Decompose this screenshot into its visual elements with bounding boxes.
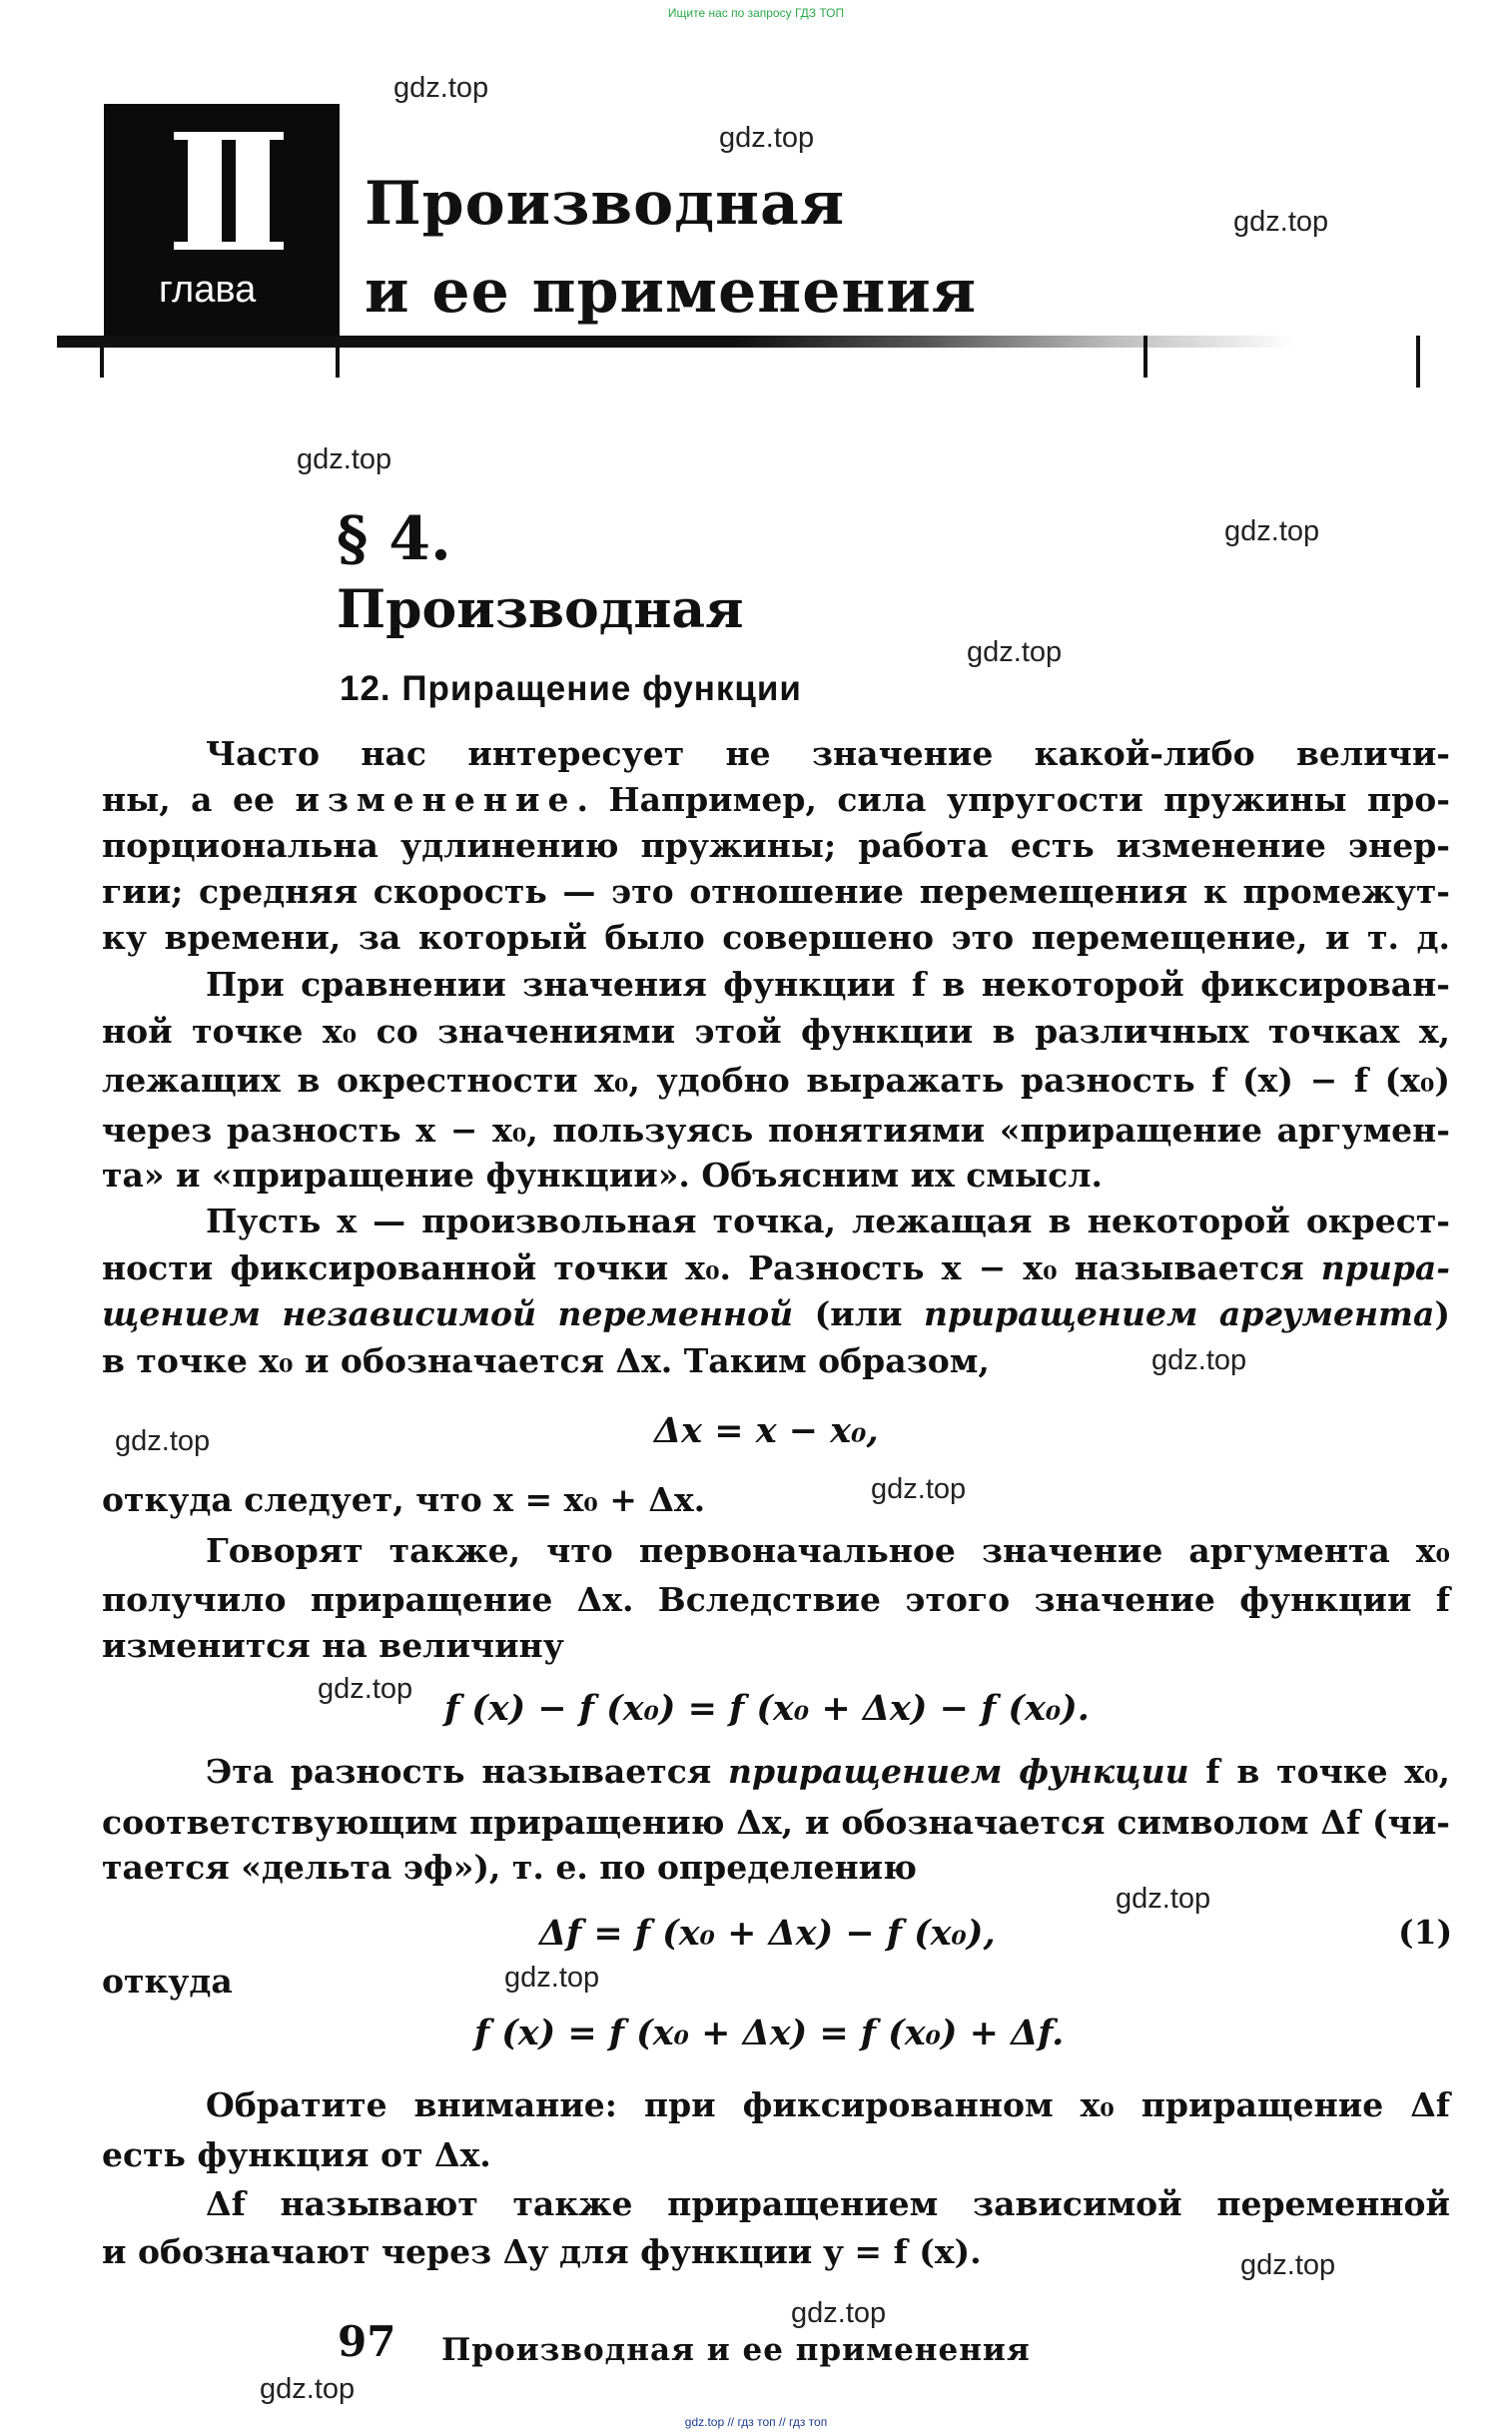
watermark: gdz.top (967, 636, 1063, 668)
rule-tick (336, 336, 340, 378)
chapter-rule (57, 336, 1295, 348)
watermark: gdz.top (1240, 2249, 1336, 2281)
chapter-label: глава (159, 269, 257, 311)
rule-tick (1416, 336, 1420, 388)
text-line: есть функция от Δx. (102, 2135, 491, 2174)
watermark: gdz.top (393, 72, 489, 104)
text-line: Эта разность называется приращением функции f в точке x₀, (206, 1752, 1451, 1791)
text-line: в точке x₀ и обозначается Δx. Таким образом, (102, 1341, 990, 1380)
text-line: откуда (102, 1962, 233, 2001)
text-line: ны, а ее изменение. Например, сила упругости пружины про- (102, 780, 1450, 819)
text-line: лежащих в окрестности x₀, удобно выражать разность f (x) − f (x₀) (102, 1061, 1450, 1100)
text-line: та» и «приращение функции». Объясним их смысл. (102, 1156, 1103, 1195)
search-hint: Ищите нас по запросу ГДЗ ТОП (667, 6, 845, 20)
watermark: gdz.top (260, 2373, 356, 2405)
formula-f-of-x: f (x) = f (x₀ + Δx) = f (x₀) + Δf. (474, 2013, 1065, 2053)
chapter-title-line-2: и ее применения (365, 257, 978, 327)
watermark: gdz.top (115, 1425, 211, 1457)
formula-delta-f: Δf = f (x₀ + Δx) − f (x₀), (539, 1913, 996, 1954)
chapter-badge (104, 104, 340, 339)
text-line: Δf называют также приращением зависимой переменной (206, 2184, 1450, 2223)
watermark: gdz.top (1151, 1344, 1247, 1376)
text-line: соответствующим приращению Δx, и обозначается символом Δf (чи- (102, 1803, 1450, 1842)
watermark: gdz.top (318, 1673, 413, 1705)
watermark: gdz.top (719, 122, 815, 154)
text-line: Часто нас интересует не значение какой-либо величи- (206, 734, 1450, 773)
text-line: и обозначают через Δy для функции y = f (x). (102, 2232, 982, 2271)
text-line: порциональна удлинению пружины; работа есть изменение энер- (102, 826, 1450, 865)
rule-tick (100, 336, 104, 378)
watermark: gdz.top (1233, 206, 1329, 238)
formula-increment: f (x) − f (x₀) = f (x₀ + Δx) − f (x₀). (444, 1688, 1090, 1729)
chapter-title (365, 160, 977, 336)
chapter-title-line-1: Производная (365, 169, 846, 239)
watermark: gdz.top (1116, 1883, 1211, 1915)
text-line: Пусть x — произвольная точка, лежащая в некоторой окрест- (206, 1202, 1450, 1240)
formula-delta-x: Δx = x − x₀, (654, 1410, 879, 1451)
text-line: получило приращение Δx. Вследствие этого значение функции f (102, 1580, 1450, 1619)
text-line: через разность x − x₀, пользуясь понятиями «приращение аргумен- (102, 1111, 1450, 1150)
running-head: Производная и ее применения (441, 2332, 1031, 2368)
text-line: ку времени, за который было совершено это перемещение, и т. д. (102, 918, 1450, 957)
footer-links: gdz.top // гдз топ // гдз топ (684, 2415, 828, 2429)
text-line: При сравнении значения функции f в некоторой фиксирован- (206, 965, 1450, 1004)
text-line: ности фиксированной точки x₀. Разность x − x₀ называется прира- (102, 1248, 1450, 1287)
subsection-title: 12. Приращение функции (340, 669, 802, 708)
section-title: Производная (337, 579, 744, 640)
text-line: Говорят также, что первоначальное значение аргумента x₀ (206, 1531, 1450, 1570)
text-line: тается «дельта эф»), т. е. по определению (102, 1848, 917, 1887)
watermark: gdz.top (297, 443, 392, 475)
watermark: gdz.top (791, 2297, 887, 2329)
page-number: 97 (338, 2317, 396, 2366)
text-line: щением независимой переменной (или приращением аргумента) (102, 1294, 1450, 1333)
text-line: откуда следует, что x = x₀ + Δx. (102, 1480, 706, 1519)
chapter-roman-numeral (174, 132, 284, 252)
text-line: Обратите внимание: при фиксированном x₀ приращение Δf (206, 2085, 1450, 2124)
text-line: ной точке x₀ со значениями этой функции в различных точках x, (102, 1012, 1450, 1051)
watermark: gdz.top (871, 1473, 967, 1505)
watermark: gdz.top (504, 1962, 600, 1994)
rule-tick (1143, 336, 1147, 378)
equation-number: (1) (1398, 1913, 1453, 1952)
text-line: гии; средняя скорость — это отношение перемещения к промежут- (102, 872, 1450, 911)
text-line: изменится на величину (102, 1626, 564, 1665)
section-number: § 4. (337, 504, 451, 574)
watermark: gdz.top (1224, 515, 1320, 547)
